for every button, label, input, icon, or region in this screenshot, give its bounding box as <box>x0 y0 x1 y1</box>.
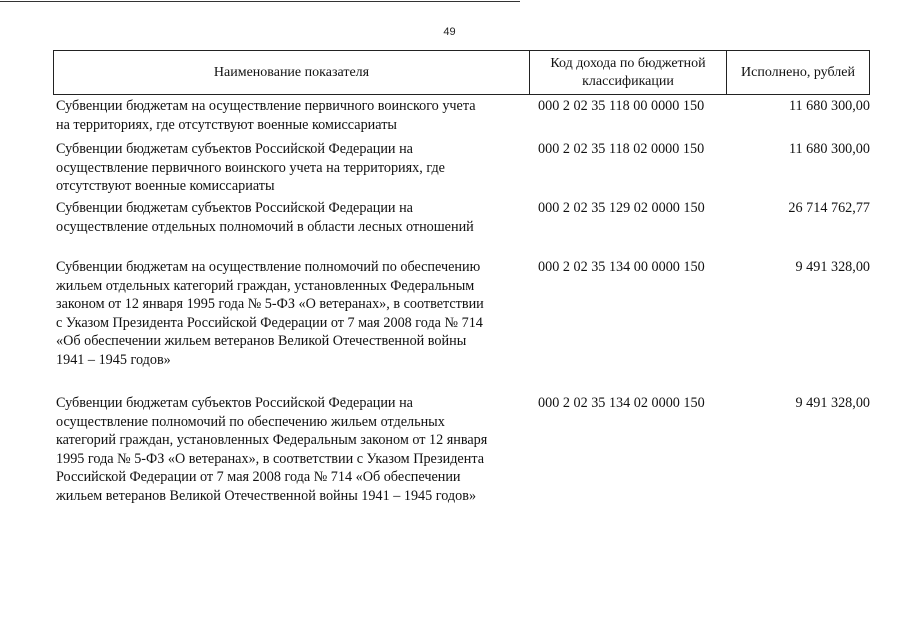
row-name-line: 1995 года № 5-ФЗ «О ветеранах», в соответствии с Указом Президента <box>56 450 484 467</box>
row-code: 000 2 02 35 118 02 0000 150 <box>538 141 705 157</box>
row-name-line: с Указом Президента Российской Федерации от 7 мая 2008 года № 714 <box>56 314 483 331</box>
top-rule <box>0 1 520 2</box>
row-amount: 11 680 300,00 <box>788 98 870 114</box>
row-name-line: Субвенции бюджетам субъектов Российской Федерации на <box>56 395 413 411</box>
row-name-line: жильем ветеранов Великой Отечественной войны 1941 – 1945 годов» <box>56 487 477 504</box>
row-name-line: осуществление отдельных полномочий в области лесных отношений <box>56 218 474 235</box>
row-amount: 26 714 762,77 <box>788 200 870 216</box>
row-code: 000 2 02 35 134 02 0000 150 <box>538 395 705 411</box>
row-code: 000 2 02 35 129 02 0000 150 <box>538 200 705 216</box>
row-amount: 11 680 300,00 <box>788 141 870 157</box>
row-amount: 9 491 328,00 <box>795 395 870 411</box>
row-name-line: категорий граждан, установленных Федеральным законом от 12 января <box>56 432 488 448</box>
header-code-line: классификации <box>582 73 674 89</box>
row-name <box>56 394 526 505</box>
row-name-line: Субвенции бюджетам на осуществление полномочий по обеспечению <box>56 259 481 275</box>
row-name-line: жильем отдельных категорий граждан, установленных Федеральным <box>56 277 475 294</box>
row-name <box>56 97 526 134</box>
row-name-line: законом от 12 января 1995 года № 5-ФЗ «О ветеранах», в соответствии <box>56 296 484 312</box>
row-name-line: 1941 – 1945 годов» <box>56 351 171 368</box>
header-amount: Исполнено, рублей <box>741 64 855 80</box>
row-name-line: Субвенции бюджетам субъектов Российской Федерации на <box>56 141 413 157</box>
row-code: 000 2 02 35 118 00 0000 150 <box>538 98 705 114</box>
row-name-line: Российской Федерации от 7 мая 2008 года № 714 «Об обеспечении <box>56 469 461 485</box>
row-name-line: отсутствуют военные комиссариаты <box>56 178 275 194</box>
header-code-line: Код дохода по бюджетной <box>550 55 706 71</box>
row-name <box>56 258 526 369</box>
row-name-line: «Об обеспечении жильем ветеранов Великой Отечественной войны <box>56 333 467 349</box>
row-name-line: на территориях, где отсутствуют военные комиссариаты <box>56 116 397 133</box>
row-amount: 9 491 328,00 <box>795 259 870 275</box>
row-name <box>56 140 526 196</box>
header-code <box>529 51 727 94</box>
page-number: 49 <box>443 26 456 38</box>
row-name-line: Субвенции бюджетам субъектов Российской Федерации на <box>56 200 413 216</box>
row-name-line: осуществление полномочий по обеспечению жильем отдельных <box>56 413 445 430</box>
row-name-line: осуществление первичного воинского учета на территориях, где <box>56 159 445 176</box>
table-header <box>53 50 870 95</box>
row-code: 000 2 02 35 134 00 0000 150 <box>538 259 705 275</box>
row-name <box>56 199 526 236</box>
header-name: Наименование показателя <box>213 64 370 80</box>
row-name-line: Субвенции бюджетам на осуществление первичного воинского учета <box>56 98 476 114</box>
